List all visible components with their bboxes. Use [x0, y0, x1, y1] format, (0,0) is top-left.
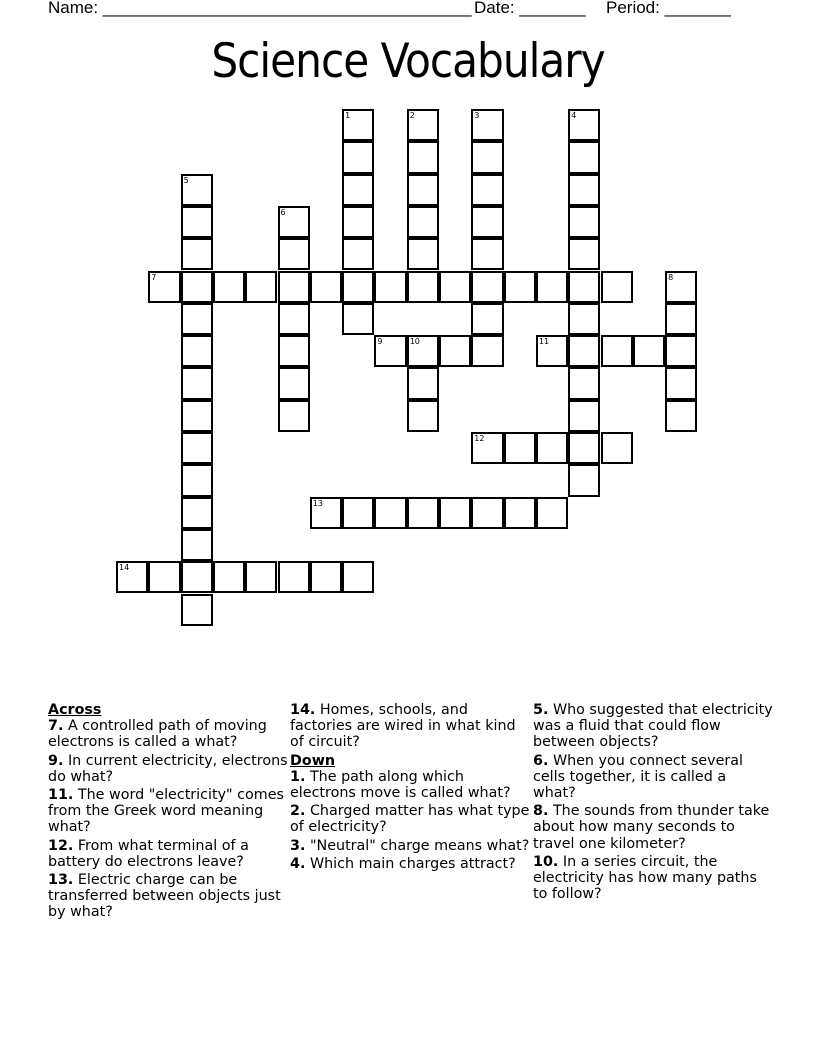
grid-cell[interactable] [504, 497, 536, 529]
cell-number: 2 [409, 111, 415, 120]
grid-cell[interactable] [181, 174, 213, 206]
grid-cell[interactable] [471, 206, 503, 238]
cell-number: 10 [409, 337, 420, 347]
grid-cell[interactable] [278, 367, 310, 399]
clue-down-4: 4. Which main charges attract? [290, 855, 516, 872]
cell-number: 1 [345, 111, 351, 120]
grid-cell[interactable] [342, 238, 374, 270]
grid-cell[interactable] [568, 109, 600, 141]
grid-cell[interactable] [213, 271, 245, 303]
across-heading: Across [48, 702, 102, 718]
grid-cell[interactable] [181, 400, 213, 432]
grid-cell[interactable] [471, 335, 503, 367]
grid-cell[interactable] [342, 303, 374, 335]
grid-cell[interactable] [181, 529, 213, 561]
grid-cell[interactable] [342, 174, 374, 206]
grid-cell[interactable] [407, 238, 439, 270]
name-field[interactable]: Name: _______________________________________ [48, 0, 472, 17]
grid-cell[interactable] [245, 561, 277, 593]
clue-down-2: 2. Charged matter has what type of electricity? [290, 803, 530, 836]
clue-across-13: 13. Electric charge can be transferred between objects just by what? [48, 872, 281, 921]
grid-cell[interactable] [181, 303, 213, 335]
grid-cell[interactable] [407, 206, 439, 238]
down-heading: Down [290, 752, 336, 769]
clue-across-12: 12. From what terminal of a battery do electrons leave? [48, 837, 249, 870]
grid-cell[interactable] [568, 271, 600, 303]
grid-cell[interactable] [568, 464, 600, 496]
grid-cell[interactable] [471, 238, 503, 270]
grid-cell[interactable] [407, 367, 439, 399]
grid-cell[interactable] [568, 238, 600, 270]
cell-number: 8 [668, 272, 674, 282]
grid-cell[interactable] [374, 335, 406, 367]
cell-number: 12 [474, 434, 485, 443]
grid-cell[interactable] [665, 303, 697, 335]
grid-cell[interactable] [568, 141, 600, 173]
grid-cell[interactable] [116, 561, 148, 593]
grid-cell[interactable] [601, 432, 633, 464]
grid-cell[interactable] [245, 271, 277, 303]
clue-down-10: 10. In a series circuit, the electricity has how many paths to follow? [533, 853, 757, 903]
grid-cell[interactable] [278, 206, 310, 238]
grid-cell[interactable] [278, 335, 310, 367]
clue-down-8: 8. The sounds from thunder take about how many seconds to travel one kilometer? [533, 803, 770, 852]
grid-cell[interactable] [278, 400, 310, 432]
grid-cell[interactable] [665, 400, 697, 432]
clue-across-9: 9. In current electricity, electrons do what? [48, 752, 288, 785]
grid-cell[interactable] [665, 271, 697, 303]
grid-cell[interactable] [568, 206, 600, 238]
grid-cell[interactable] [181, 335, 213, 367]
grid-cell[interactable] [504, 432, 536, 464]
grid-cell[interactable] [181, 432, 213, 464]
clues-column-1 [48, 702, 288, 923]
grid-cell[interactable] [601, 335, 633, 367]
grid-cell[interactable] [342, 109, 374, 141]
grid-cell[interactable] [407, 400, 439, 432]
grid-cell[interactable] [471, 303, 503, 335]
grid-cell[interactable] [407, 335, 439, 367]
clues-column-3 [533, 702, 773, 904]
grid-cell[interactable] [374, 271, 406, 303]
grid-cell[interactable] [536, 497, 568, 529]
period-field[interactable]: Period: _______ [606, 0, 731, 17]
grid-cell[interactable] [213, 561, 245, 593]
clue-down-3: 3. "Neutral" charge means what? [290, 837, 530, 854]
cell-number: 5 [183, 175, 189, 185]
cell-number: 4 [571, 111, 577, 120]
clue-down-5: 5. Who suggested that electricity was a fluid that could flow between objects? [533, 702, 773, 751]
grid-cell[interactable] [181, 594, 213, 626]
clues-column-2 [290, 702, 530, 874]
grid-cell[interactable] [536, 271, 568, 303]
cell-number: 11 [538, 337, 550, 347]
cell-number: 3 [474, 111, 480, 120]
grid-cell[interactable] [407, 271, 439, 303]
page-title: Science Vocabulary [211, 34, 605, 89]
grid-cell[interactable] [439, 271, 471, 303]
grid-cell[interactable] [601, 271, 633, 303]
cell-number: 7 [151, 272, 157, 282]
grid-cell[interactable] [471, 109, 503, 141]
grid-cell[interactable] [148, 561, 180, 593]
grid-cell[interactable] [568, 174, 600, 206]
grid-cell[interactable] [310, 561, 342, 593]
grid-cell[interactable] [407, 497, 439, 529]
grid-cell[interactable] [471, 497, 503, 529]
clue-across-14: 14. Homes, schools, and factories are wired in what kind of circuit? [290, 702, 516, 751]
grid-cell[interactable] [374, 497, 406, 529]
grid-cell[interactable] [181, 367, 213, 399]
grid-cell[interactable] [181, 271, 213, 303]
grid-cell[interactable] [181, 497, 213, 529]
grid-cell[interactable] [568, 335, 600, 367]
cell-number: 6 [280, 207, 286, 217]
grid-cell[interactable] [665, 367, 697, 399]
grid-cell[interactable] [536, 432, 568, 464]
grid-cell[interactable] [407, 109, 439, 141]
grid-cell[interactable] [568, 367, 600, 399]
grid-cell[interactable] [342, 206, 374, 238]
grid-cell[interactable] [181, 238, 213, 270]
grid-cell[interactable] [568, 303, 600, 335]
grid-cell[interactable] [471, 174, 503, 206]
grid-cell[interactable] [310, 497, 342, 529]
grid-cell[interactable] [342, 561, 374, 593]
grid-cell[interactable] [536, 335, 568, 367]
grid-cell[interactable] [665, 335, 697, 367]
grid-cell[interactable] [471, 141, 503, 173]
clue-down-6: 6. When you connect several cells together, it is called a what? [533, 752, 743, 802]
cell-number: 9 [377, 337, 383, 347]
grid-cell[interactable] [568, 400, 600, 432]
clue-down-1: 1. The path along which electrons move is called what? [290, 768, 511, 802]
grid-cell[interactable] [148, 271, 180, 303]
grid-cell[interactable] [278, 561, 310, 593]
grid-cell[interactable] [342, 271, 374, 303]
grid-cell[interactable] [342, 497, 374, 529]
grid-cell[interactable] [278, 271, 310, 303]
grid-cell[interactable] [278, 238, 310, 270]
grid-cell[interactable] [181, 561, 213, 593]
grid-cell[interactable] [181, 464, 213, 496]
grid-cell[interactable] [471, 432, 503, 464]
clue-across-7: 7. A controlled path of moving electrons is called a what? [48, 718, 267, 751]
grid-cell[interactable] [407, 174, 439, 206]
grid-cell[interactable] [310, 271, 342, 303]
grid-cell[interactable] [278, 303, 310, 335]
cell-number: 13 [312, 498, 323, 508]
grid-cell[interactable] [568, 432, 600, 464]
grid-cell[interactable] [342, 141, 374, 173]
grid-cell[interactable] [181, 206, 213, 238]
clue-across-11: 11. The word "electricity" comes from the Greek word meaning what? [48, 787, 284, 836]
date-field[interactable]: Date: _______ [474, 0, 586, 17]
grid-cell[interactable] [633, 335, 665, 367]
grid-cell[interactable] [439, 335, 471, 367]
grid-cell[interactable] [439, 497, 471, 529]
grid-cell[interactable] [471, 271, 503, 303]
grid-cell[interactable] [407, 141, 439, 173]
cell-number: 14 [119, 563, 130, 573]
grid-cell[interactable] [504, 271, 536, 303]
